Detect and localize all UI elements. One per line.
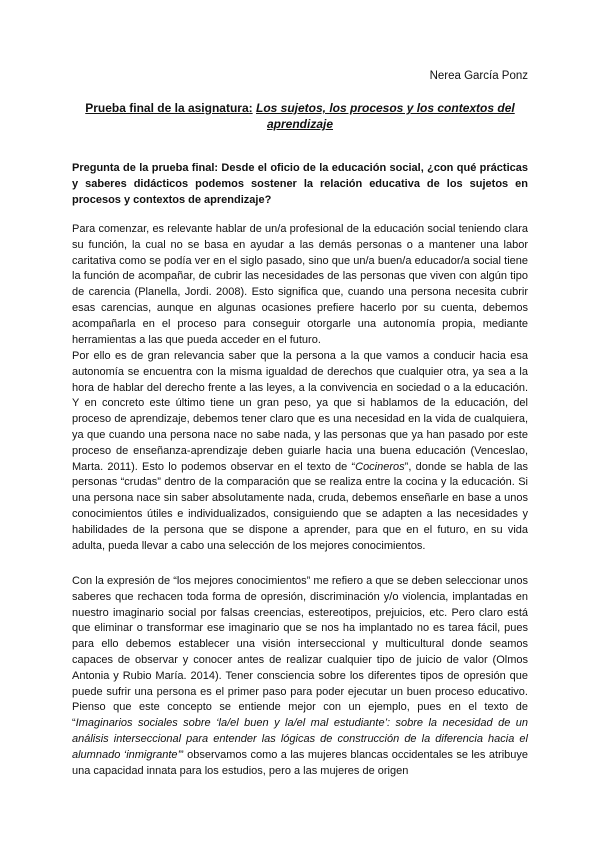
paragraph-3-text-a: Con la expresión de “los mejores conocimientos” me refiero a que se deben seleccionar unos saberes que rechacen toda forma de opresión, discriminación y/o violencia, implantadas en nuestro imaginario social por falsas creencias, estereotipos, prejuicios, etc. Pero claro está que eliminar o transformar ese imaginario que se nos ha implantado no es tarea fácil, pues para ello debemos establecer una visión interseccional y multicultural donde seamos capaces de observar y conocer antes de realizar cualquier tipo de juicio de valor (Olmos Antonia y Rubio María. 2014). Tener consciencia sobre los diferentes tipos de opresión que puede sufrir una persona es el primer paso para poder ejecutar un buen proceso educativo. Pienso que este concepto se entiende mejor con un ejemplo, pues en el texto de “ [72,575,528,730]
paragraph-2-text-a: Por ello es de gran relevancia saber que la persona a la que vamos a conducir hacia esa autonomía se encuentra con la misma igualdad de derechos que cualquier otra, ya sea a la hora de hablar del derecho frente a las leyes, a la convivencia en sociedad o a la educación. Y en concreto este último tiene un gran peso, ya que si hablamos de la educación, del proceso de aprendizaje, debemos tener claro que es una necesidad en la vida de cualquiera, ya que cuando una persona nace no sabe nada, y las personas que ya han pasado por este proceso de enseñanza-aprendizaje deben guiarle hacia una buena educación (Venceslao, Marta. 2011). Esto lo podemos observar en el texto de “ [72,350,528,473]
page-title [72,100,528,132]
paragraph-2-italic: Cocineros [355,460,405,473]
paragraph-3-italic: Imaginarios sociales sobre ‘la/el buen y la/el mal estudiante’: sobre la necesidad de un análisis interseccional para entender las lógicas de construcción de la diferencia hacia el alumnado ‘inmigrante’ [72,717,528,761]
author-name: Nerea García Ponz [429,70,528,82]
title-subject: Los sujetos, los procesos y los contextos del aprendizaje [255,101,515,131]
title-prefix: Prueba final de la asignatura [85,101,249,115]
paragraph-2 [72,349,528,554]
paragraph-3-text-b: ” observamos como a las mujeres blancas occidentales se les atribuye una capacidad innata para los estudios, pero a las mujeres de origen [72,748,528,777]
title-colon: : [248,101,253,115]
paragraph-2-text-b: ”, donde se habla de las personas “crudas” dentro de la comparación que se realiza entre la cocina y la educación. Si una persona nace sin saber absolutamente nada, cruda, debemos enseñarle en base a unos conocimientos útiles e individualizados, consiguiendo que se adapten a las necesidades y habilidades de la persona que se dispone a aprender, para que en el futuro, en su vida adulta, pueda llevar a cabo una selección de los mejores conocimientos. [72,460,528,552]
exam-question: Pregunta de la prueba final: Desde el oficio de la educación social, ¿con qué prácticas y saberes didácticos podemos sostener la relación educativa de los sujetos en procesos y contextos de aprendizaje? [72,162,528,206]
paragraph-1: Para comenzar, es relevante hablar de un/a profesional de la educación social teniendo clara su función, la cual no se basa en ayudar a las demás personas o a mantener una labor caritativa como se podía ver en el siglo pasado, sino que un/a buen/a educador/a social tiene la función de acompañar, de cubrir las necesidades de las personas que viven con algún tipo de carencia (Planella, Jordi. 2008). Esto significa que, cuando una persona necesita cubrir esas carencias, aunque en algunas ocasiones prefiere hacerlo por su cuenta, debemos acompañarla en el proceso para conseguir otorgarle una autonomía propia, mediante herramientas a las que pueda acceder en el futuro. [72,223,528,346]
paragraph-3 [72,574,528,779]
